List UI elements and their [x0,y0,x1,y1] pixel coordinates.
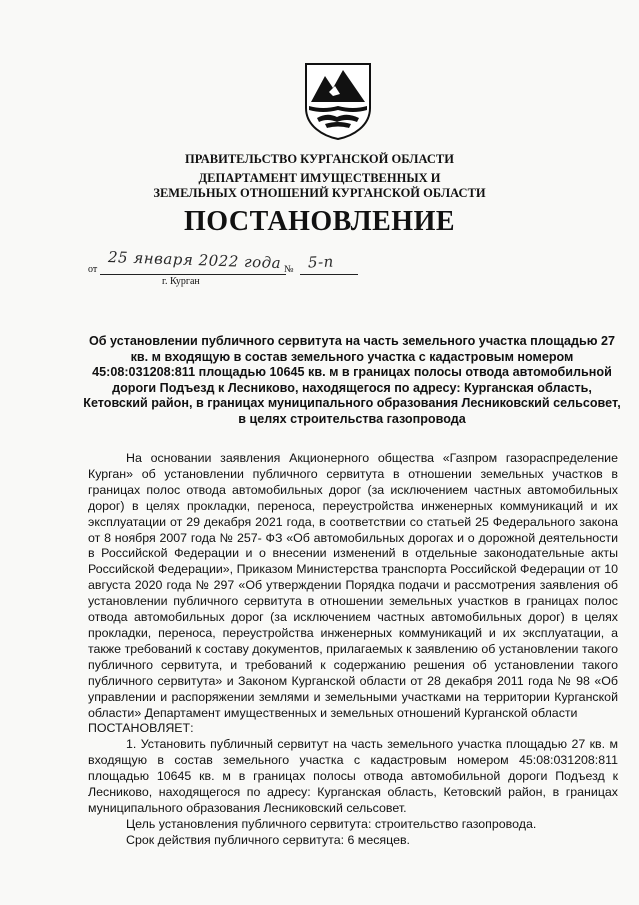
resolves-heading: ПОСТАНОВЛЯЕТ: [88,721,194,736]
department-name-line1: ДЕПАРТАМЕНТ ИМУЩЕСТВЕННЫХ И [198,171,441,185]
preamble-paragraph: На основании заявления Акционерного общества «Газпром газораспределение Курган» об установлении публичного сервитута в отношении земельных участков в границах полос отвода автомобильных дорог (за исключением частных автомобильных дорог) в целях прокладки, переноса, переустройства инженерных коммуникаций и их эксплуатации от 29 декабря 2021 года, в соответствии со статьей 25 Федерального закона от 8 ноября 2007 года № 257- ФЗ «Об автомобильных дорогах и о дорожной деятельности в Российской Федерации и о внесении изменений в отдельные законодательные акты Российской Федерации», Приказом Министерства транспорта Российской Федерации от 10 августа 2020 года № 297 «Об утверждении Порядка подачи и рассмотрения заявления об установлении публичного сервитута в отношении земельных участков в границах полос отвода автомобильных дорог (за исключением частных автомобильных дорог) в целях прокладки, переноса, переустройства инженерных коммуникаций и их эксплуатации, а также требований к составу документов, прилагаемых к заявлению об установлении такого публичного сервитута, и требований к содержанию решения об установлении такого публичного сервитута» и Законом Курганской области от 28 декабря 2011 года № 98 «Об управлении и распоряжении землями и земельными участками на территории Курганской области» Департамент имущественных и земельных отношений Курганской области [88,451,618,720]
servitude-term: Срок действия публичного сервитута: 6 месяцев. [126,832,410,847]
issuer-header [0,152,639,201]
number-underline [300,274,358,275]
date-from-label: от [88,264,98,275]
coat-of-arms-emblem [303,62,373,140]
government-name: ПРАВИТЕЛЬСТВО КУРГАНСКОЙ ОБЛАСТИ [185,152,454,166]
resolution-item-1: 1. Установить публичный сервитут на часть земельного участка площадью 27 кв. м входящую в состав земельного участка с кадастровым номером 45:08:031208:811 площадью 10645 кв. м в границах полосы отвода автомобильной дороги Подъезд к Лесниково, находящегося по адресу: Курганская область, Кетовский район, в границах муниципального образования Лесниковский сельсовет. [88,737,618,815]
number-sign: № [284,264,294,275]
document-type-title: ПОСТАНОВЛЕНИЕ [183,206,456,237]
department-name-line2: ЗЕМЕЛЬНЫХ ОТНОШЕНИЙ КУРГАНСКОЙ ОБЛАСТИ [153,186,486,200]
date-underline [100,274,286,275]
city-label: г. Курган [162,276,200,287]
handwritten-number: 5-п [307,252,335,272]
servitude-purpose: Цель установления публичного сервитута: строительство газопровода. [126,816,537,831]
handwritten-date: 25 января 2022 года [107,247,282,273]
document-subject: Об установлении публичного сервитута на часть земельного участка площадью 27 кв. м входящую в состав земельного участка с кадастровым номером 45:08:031208:811 площадью 10645 кв. м в границах полосы отвода автомобильной дороги Подъезд к Лесниково, находящегося по адресу: Курганская область, Кетовский район, в границах муниципального образования Лесниковский сельсовет, в целях строительства газопровода [83,334,621,426]
document-body [88,451,618,849]
